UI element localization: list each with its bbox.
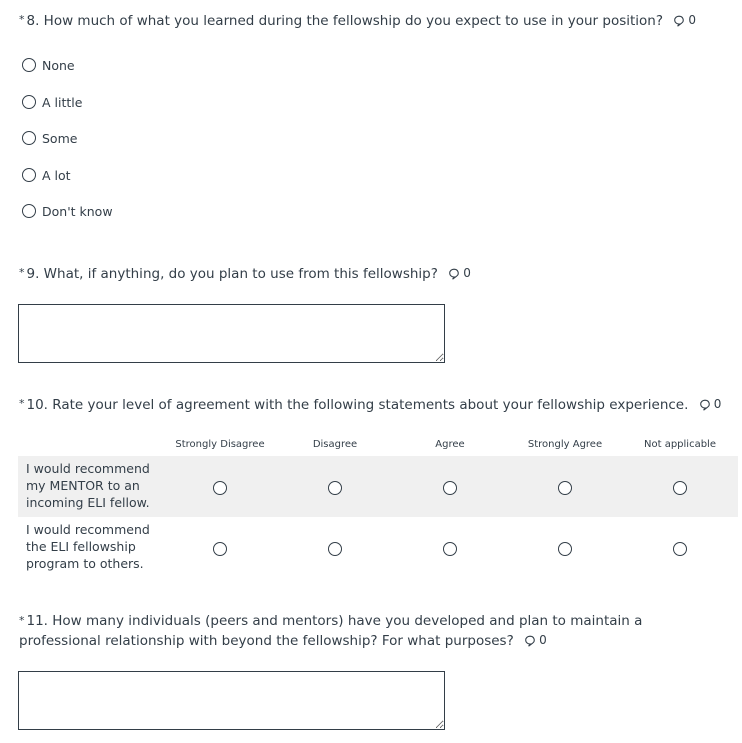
- q8-option-some[interactable]: [22, 129, 77, 147]
- comment-icon: [699, 399, 711, 411]
- column-strongly-disagree: Strongly Disagree: [175, 439, 265, 450]
- mentor-disagree-radio[interactable]: [328, 480, 342, 494]
- q8-option-none[interactable]: [22, 56, 75, 74]
- column-not-applicable: Not applicable: [644, 439, 716, 450]
- question-8-text: 8. How much of what you learned during the fellowship do you expect to use in your position?: [26, 12, 664, 29]
- program-agree-radio[interactable]: [443, 541, 457, 555]
- radio-button[interactable]: [328, 542, 342, 556]
- question-10-title: [19, 395, 721, 415]
- radio-button[interactable]: [22, 204, 36, 218]
- comment-count: 0: [539, 633, 547, 647]
- column-agree: Agree: [435, 439, 465, 450]
- radio-button[interactable]: [673, 481, 687, 495]
- comment-count: 0: [713, 397, 722, 411]
- question-11-answer-input[interactable]: [18, 671, 445, 730]
- matrix-row-mentor: [18, 456, 738, 517]
- program-strongly-disagree-radio[interactable]: [213, 541, 227, 555]
- radio-button[interactable]: [22, 95, 36, 109]
- question-11-comment[interactable]: [524, 631, 547, 651]
- question-8-comment[interactable]: [673, 11, 696, 31]
- question-11-title: [19, 612, 719, 651]
- radio-button[interactable]: [443, 481, 457, 495]
- mentor-not-applicable-radio[interactable]: [673, 480, 687, 494]
- q8-option-dont-know[interactable]: [22, 202, 113, 220]
- question-10-text: 10. Rate your level of agreement with the following statements about your fellowship experience.: [26, 396, 689, 413]
- matrix-row-program: [18, 517, 738, 578]
- row-label: I would recommend the ELI fellowship program to others.: [26, 522, 150, 571]
- option-label: Some: [42, 130, 78, 146]
- comment-count: 0: [688, 13, 696, 27]
- column-strongly-agree: Strongly Agree: [527, 439, 603, 450]
- option-label: Don't know: [42, 203, 113, 219]
- comment-icon: [524, 635, 536, 647]
- radio-button[interactable]: [213, 481, 227, 495]
- matrix-header: [18, 436, 738, 456]
- question-8-title: [19, 11, 696, 31]
- row-label: I would recommend my MENTOR to an incoming ELI fellow.: [26, 461, 150, 510]
- radio-button[interactable]: [443, 542, 457, 556]
- comment-icon: [448, 268, 460, 280]
- radio-button[interactable]: [673, 542, 687, 556]
- radio-button[interactable]: [213, 542, 227, 556]
- radio-button[interactable]: [22, 58, 36, 72]
- q8-option-a-lot[interactable]: [22, 166, 71, 184]
- required-marker: *: [19, 13, 25, 26]
- option-label: A lot: [42, 167, 71, 183]
- required-marker: *: [19, 397, 25, 410]
- program-strongly-agree-radio[interactable]: [558, 541, 572, 555]
- radio-button[interactable]: [558, 542, 572, 556]
- comment-icon: [673, 15, 685, 27]
- q8-option-a-little[interactable]: [22, 93, 82, 111]
- mentor-agree-radio[interactable]: [443, 480, 457, 494]
- question-11-text: 11. How many individuals (peers and mentors) have you developed and plan to maintain a professional relationship with beyond the fellowship? For what purposes?: [19, 613, 643, 649]
- program-disagree-radio[interactable]: [328, 541, 342, 555]
- question-9-answer-input[interactable]: [18, 304, 445, 363]
- column-disagree: Disagree: [312, 439, 358, 450]
- question-9-text: 9. What, if anything, do you plan to use from this fellowship?: [26, 265, 438, 282]
- question-9-comment[interactable]: [448, 264, 471, 284]
- comment-count: 0: [463, 266, 471, 280]
- mentor-strongly-disagree-radio[interactable]: [213, 480, 227, 494]
- program-not-applicable-radio[interactable]: [673, 541, 687, 555]
- radio-button[interactable]: [22, 168, 36, 182]
- option-label: None: [42, 57, 75, 73]
- required-marker: *: [19, 266, 25, 279]
- question-10-comment[interactable]: [699, 395, 722, 415]
- mentor-strongly-agree-radio[interactable]: [558, 480, 572, 494]
- agreement-matrix: [18, 436, 738, 578]
- option-label: A little: [42, 94, 83, 110]
- radio-button[interactable]: [558, 481, 572, 495]
- radio-button[interactable]: [328, 481, 342, 495]
- required-marker: *: [19, 614, 25, 627]
- radio-button[interactable]: [22, 131, 36, 145]
- question-9-title: [19, 264, 471, 284]
